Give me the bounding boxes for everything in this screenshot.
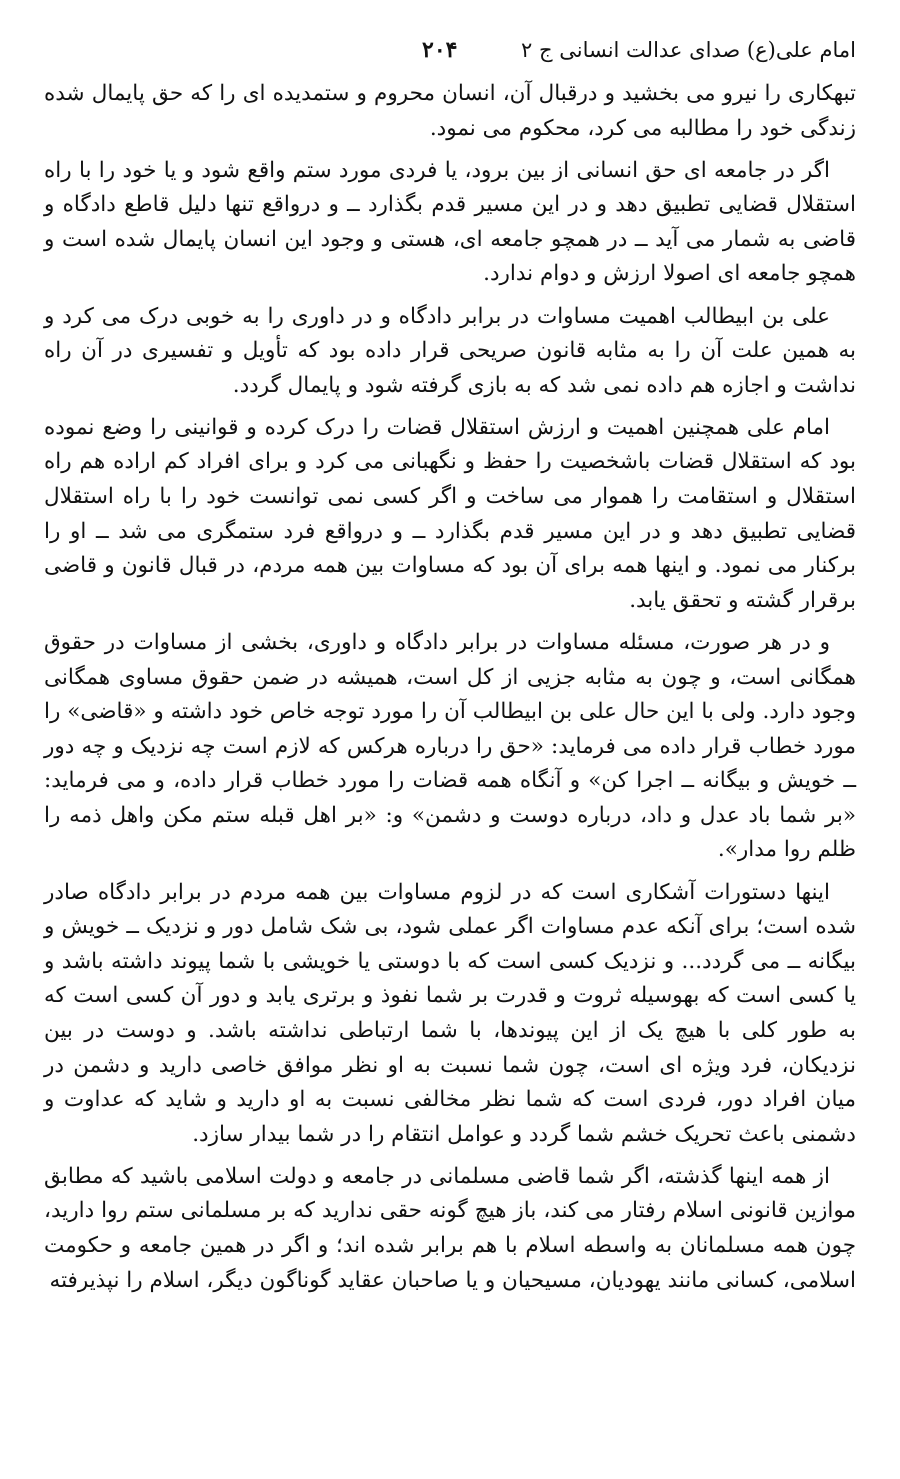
paragraph: و در هر صورت، مسئله مساوات در برابر دادگاه و داوری، بخشی از مساوات در حقوق همگانی است، و چون به مثابه جزیی از کل است، همیشه در ضمن حقوق مساوی همگانی وجود دارد. ولی با این حال علی بن ابیطالب آن را مورد توجه خاص خود داشته و «قاضی» را مورد خطاب قرار داده می فرماید: «حق را درباره هرکس که لازم است چه نزدیک و چه دور ــ خویش و بیگانه ــ اجرا کن» و آنگاه همه قضات را مورد خطاب قرار داده، و می فرماید: «بر شما باد عدل و داد، درباره دوست و دشمن» و: «بر اهل قبله ستم مکن واهل ذمه را ظلم روا مدار».	[44, 629, 856, 863]
paragraph: اگر در جامعه ای حق انسانی از بین برود، یا فردی مورد ستم واقع شود و یا خود را با راه استقلال قضایی تطبیق دهد و در این مسیر قدم بگذارد ــ و درواقع تنها دلیل قاطع دادگاه و قاضی به شمار می آید ــ در همچو جامعه ای، هستی و وجود این انسان پایمال شده است و همچو جامعه ای اصولا ارزش و دوام ندارد.	[44, 157, 856, 287]
book-title-header: امام علی(ع) صدای عدالت انسانی ج ۲	[521, 38, 856, 62]
running-header	[44, 34, 856, 70]
paragraph: علی بن ابیطالب اهمیت مساوات در برابر دادگاه و در داوری را به خوبی درک می کرد و به همین علت آن را به مثابه قانون صریحی قرار داده بود که تأویل و تفسیری در آن راه نداشت و اجازه هم داده نمی شد که به بازی گرفته شود و پایمال گردد.	[44, 303, 856, 398]
paragraph: از همه اینها گذشته، اگر شما قاضی مسلمانی در جامعه و دولت اسلامی باشید که مطابق موازین قانونی اسلام رفتار می کند، باز هیچ گونه حقی ندارید که بر مسلمانی ستم روا دارید، چون همه مسلمانان به واسطه اسلام با هم برابر شده اند؛ و اگر در همین جامعه و حکومت اسلامی، کسانی مانند یهودیان، مسیحیان و یا صاحبان عقاید گوناگون دیگر، اسلام را نپذیرفته	[44, 1163, 856, 1293]
paragraph-continuation: تبهکاری را نیرو می بخشید و درقبال آن، انسان محروم و ستمدیده ای را که حق پایمال شده زندگی خود را مطالبه می کرد، محکوم می نمود.	[44, 81, 856, 141]
page-number: ۲۰۴	[422, 37, 458, 63]
paragraph: امام علی همچنین اهمیت و ارزش استقلال قضات را درک کرده و قوانینی را وضع نموده بود که استقلال قضات باشخصیت را حفظ و نگهبانی می کرد و برای افراد کم اراده هم راه استقلال و استقامت را هموار می ساخت و اگر کسی نمی توانست خود را با راه استقلال قضایی تطبیق دهد و در این مسیر قدم بگذارد ــ و درواقع فرد ستمگری می شد ــ او را برکنار می نمود. و اینها همه برای آن بود که مساوات بین همه مردم، در قبال قانون و قاضی برقرار گشته و تحقق یابد.	[44, 414, 856, 613]
body-text	[44, 77, 856, 1306]
paragraph: اینها دستورات آشکاری است که در لزوم مساوات بین همه مردم در برابر دادگاه صادر شده است؛ برای آنکه عدم مساوات اگر عملی شود، بی شک شامل دور و نزدیک ــ خویش و بیگانه ــ می گردد... و نزدیک کسی است که با دوستی یا خویشی با شما پیوند داشته باشد و یا کسی است که بهوسیله ثروت و قدرت بر شما نفوذ و برتری یابد و دور آن کسی است که به طور کلی با هیچ یک از این پیوندها، با شما ارتباطی نداشته باشد. و دوست در بین نزدیکان، فرد ویژه ای است، چون شما نسبت به او نظر موافق خاصی دارید و دشمن در میان افراد دور، فردی است که شما نظر مخالفی نسبت به او دارید و شاید که عداوت و دشمنی باعث تحریک خشم شما گردد و عوامل انتقام را در شما بیدار سازد.	[44, 879, 856, 1147]
